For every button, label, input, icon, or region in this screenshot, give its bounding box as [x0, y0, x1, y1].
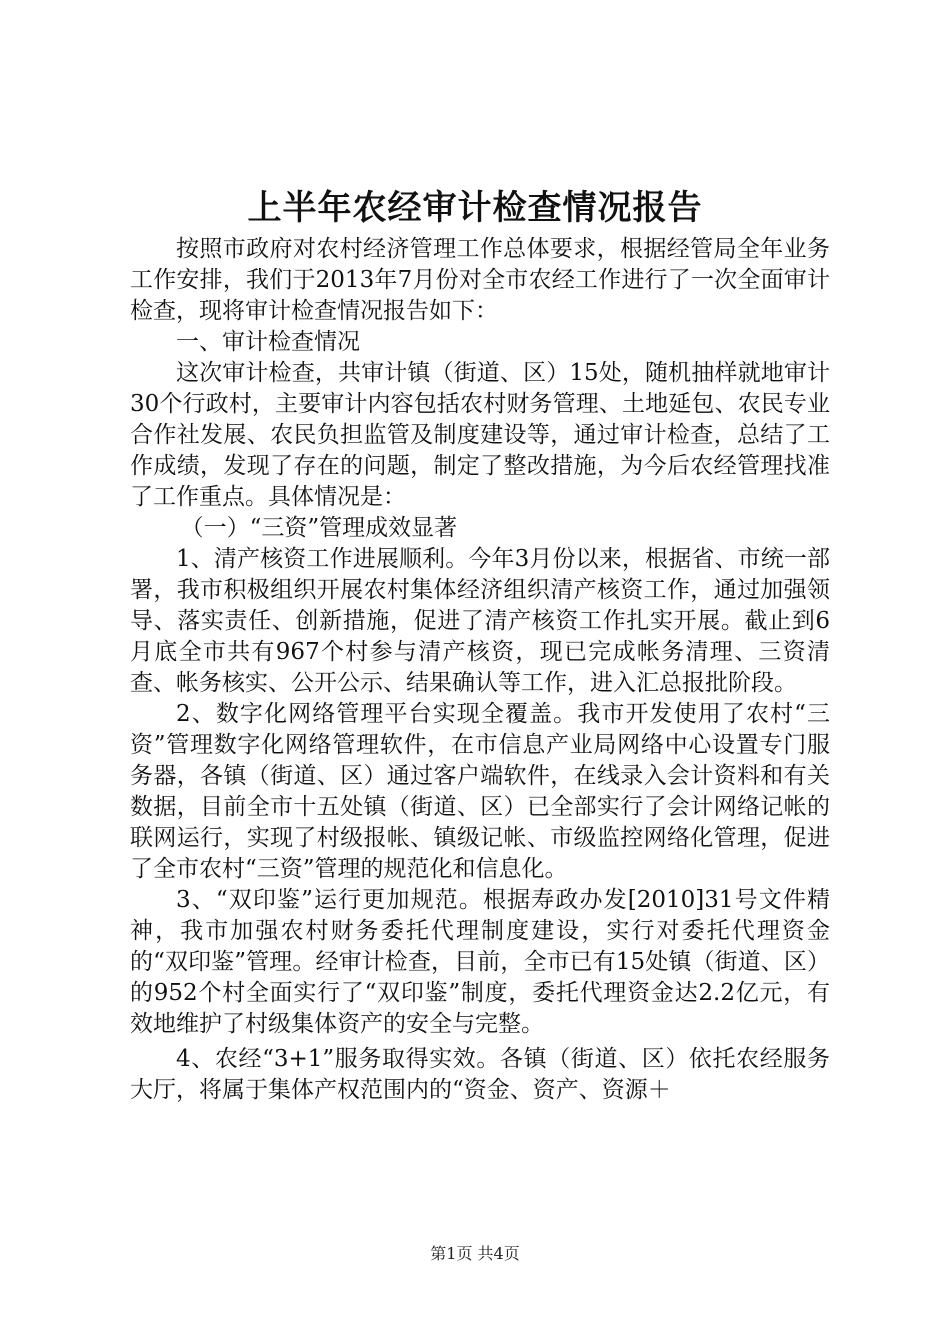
body-paragraph: 1、清产核资工作进展顺利。今年3月份以来，根据省、市统一部署，我市积极组织开展农村集体经济组织清产核资工作，通过加强领导、落实责任、创新措施，促进了清产核资工作扎实开展。截止到6月底全市共有967个村参与清产核资，现已完成帐务清理、三资清查、帐务核实、公开公示、结果确认等工作，进入汇总报批阶段。: [130, 546, 830, 696]
body-paragraph: 4、农经“3+1”服务取得实效。各镇（街道、区）依托农经服务大厅，将属于集体产权范围内的“资金、资产、资源＋: [130, 1046, 830, 1103]
body-paragraph: 3、“双印鉴”运行更加规范。根据寿政办发[2010]31号文件精神，我市加强农村财务委托代理制度建设，实行对委托代理资金的“双印鉴”管理。经审计检查，目前，全市已有15处镇（街道、区）的952个村全面实行了“双印鉴”制度，委托代理资金达2.2亿元，有效地维护了村级集体资产的安全与完整。: [130, 887, 830, 1037]
document-body: [130, 234, 830, 1106]
page-footer: 第1页 共4页: [430, 1244, 520, 1263]
body-paragraph: 2、数字化网络管理平台实现全覆盖。我市开发使用了农村“三资”管理数字化网络管理软件，在市信息产业局网络中心设置专门服务器，各镇（街道、区）通过客户端软件，在线录入会计资料和有关数据，目前全市十五处镇（街道、区）已全部实行了会计网络记帐的联网运行，实现了村级报帐、镇级记帐、市级监控网络化管理，促进了全市农村“三资”管理的规范化和信息化。: [130, 701, 830, 882]
subsection-heading: （一）“三资”管理成效显著: [180, 515, 458, 541]
document-title: 上半年农经审计检查情况报告: [247, 188, 703, 228]
intro-paragraph: 按照市政府对农村经济管理工作总体要求，根据经管局全年业务工作安排，我们于2013年7月份对全市农经工作进行了一次全面审计检查，现将审计检查情况报告如下：: [130, 236, 830, 324]
section-heading: 一、审计检查情况: [176, 329, 360, 355]
body-paragraph: 这次审计检查，共审计镇（街道、区）15处，随机抽样就地审计30个行政村，主要审计内容包括农村财务管理、土地延包、农民专业合作社发展、农民负担监管及制度建设等，通过审计检查，总结了工作成绩，发现了存在的问题，制定了整改措施，为今后农经管理找准了工作重点。具体情况是：: [130, 360, 830, 510]
